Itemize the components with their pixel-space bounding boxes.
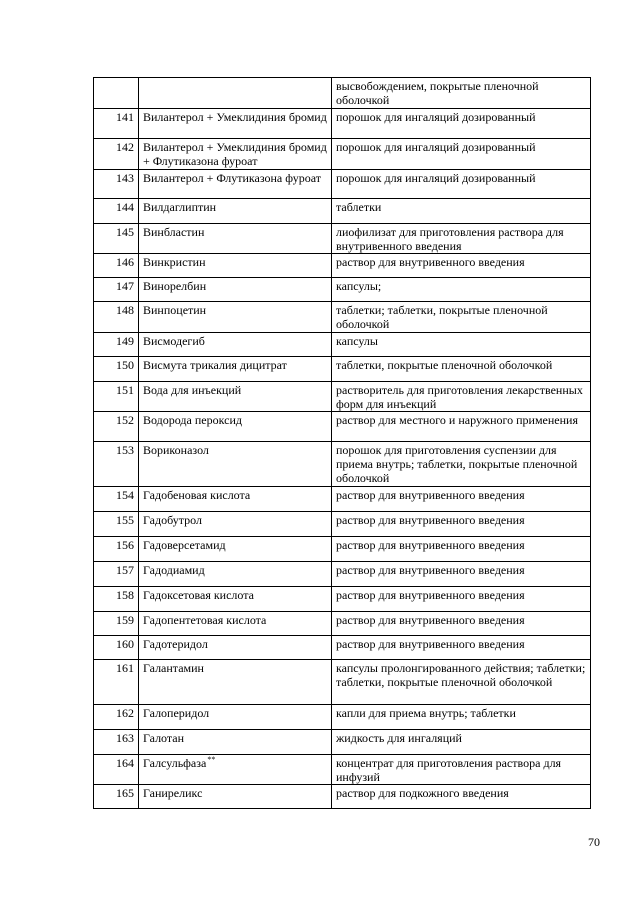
row-number [94,78,139,109]
drug-name: Винбластин [143,225,205,239]
row-number: 157 [94,562,139,587]
dosage-form: таблетки [332,199,591,224]
drug-name-cell [139,612,332,636]
dosage-form: растворитель для приготовления лекарственных форм для инъекций [332,382,591,412]
row-number: 141 [94,109,139,139]
dosage-form: порошок для ингаляций дозированный [332,170,591,199]
dosage-form: капсулы; [332,278,591,302]
drug-name-cell [139,487,332,512]
drug-name-cell [139,512,332,537]
table-row [94,139,591,170]
table-row [94,199,591,224]
drug-name-cell [139,412,332,442]
row-number: 146 [94,254,139,278]
dosage-form: раствор для внутривенного введения [332,254,591,278]
drug-name-cell [139,278,332,302]
drug-name-cell [139,382,332,412]
drug-name-cell [139,109,332,139]
dosage-form: высвобождением, покрытые пленочной оболочкой [332,78,591,109]
row-number: 160 [94,636,139,660]
row-number: 161 [94,660,139,705]
dosage-form: раствор для внутривенного введения [332,612,591,636]
drug-name: Гадоксетовая кислота [143,588,254,602]
dosage-form: таблетки, покрытые пленочной оболочкой [332,357,591,382]
row-number: 165 [94,785,139,809]
drug-name: Вилантерол + Умеклидиния бромид [143,110,327,124]
table-row [94,302,591,333]
dosage-form: жидкость для ингаляций [332,730,591,755]
dosage-form: порошок для приготовления суспензии для приема внутрь; таблетки, покрытые пленочной оболочкой [332,442,591,487]
table-row [94,562,591,587]
dosage-form: капсулы пролонгированного действия; таблетки; таблетки, покрытые пленочной оболочкой [332,660,591,705]
drug-name: Гадоверсетамид [143,538,226,552]
row-number: 163 [94,730,139,755]
table-row [94,382,591,412]
table-row [94,412,591,442]
drug-name: Гадопентетовая кислота [143,613,267,627]
drug-name-cell [139,199,332,224]
drug-name-cell [139,78,332,109]
row-number: 148 [94,302,139,333]
drug-name: Висмута трикалия дицитрат [143,358,287,372]
row-number: 155 [94,512,139,537]
table-row [94,785,591,809]
drug-name-cell [139,755,332,785]
dosage-form: раствор для внутривенного введения [332,512,591,537]
drug-name: Вилдаглиптин [143,200,217,214]
row-number: 154 [94,487,139,512]
drug-name: Гадодиамид [143,563,205,577]
row-number: 153 [94,442,139,487]
drug-name-cell [139,302,332,333]
table-row [94,705,591,730]
drug-name: Галоперидол [143,706,210,720]
table-row [94,357,591,382]
drug-name: Водорода пероксид [143,413,242,427]
dosage-form: раствор для внутривенного введения [332,587,591,612]
drug-name-cell [139,705,332,730]
table-row [94,537,591,562]
page-number: 70 [588,835,600,849]
drug-name: Галсульфаза [143,756,207,770]
dosage-form: порошок для ингаляций дозированный [332,139,591,170]
drug-name-cell [139,170,332,199]
table-row [94,224,591,254]
table-row [94,660,591,705]
drug-name-cell [139,730,332,755]
row-number: 147 [94,278,139,302]
row-number: 152 [94,412,139,442]
table-row [94,487,591,512]
drug-name-cell [139,636,332,660]
drug-name: Вода для инъекций [143,383,242,397]
row-number: 143 [94,170,139,199]
drug-name-cell [139,660,332,705]
drug-name-cell [139,587,332,612]
table-row [94,442,591,487]
row-number: 150 [94,357,139,382]
dosage-form: раствор для внутривенного введения [332,562,591,587]
table-row [94,254,591,278]
table-row [94,636,591,660]
drug-name-cell [139,537,332,562]
drug-name: Гадобутрол [143,513,202,527]
dosage-form: капсулы [332,333,591,357]
drug-name-cell [139,333,332,357]
footnote-mark: ** [207,755,216,764]
dosage-form: раствор для внутривенного введения [332,487,591,512]
row-number: 164 [94,755,139,785]
drug-name: Гадобеновая кислота [143,488,251,502]
table-row [94,278,591,302]
dosage-form: раствор для подкожного введения [332,785,591,809]
dosage-form: таблетки; таблетки, покрытые пленочной оболочкой [332,302,591,333]
drug-name: Винкристин [143,255,206,269]
dosage-form: порошок для ингаляций дозированный [332,109,591,139]
drug-name: Винпоцетин [143,303,207,317]
drug-name: Гадотеридол [143,637,208,651]
drug-name-cell [139,442,332,487]
dosage-form: раствор для внутривенного введения [332,636,591,660]
drug-name-cell [139,562,332,587]
dosage-form: концентрат для приготовления раствора для инфузий [332,755,591,785]
drug-name: Вилантерол + Флутиказона фуроат [143,171,321,185]
table-row [94,755,591,785]
table-row [94,170,591,199]
drug-name: Галотан [143,731,185,745]
table-row [94,109,591,139]
drug-name: Висмодегиб [143,334,205,348]
row-number: 156 [94,537,139,562]
row-number: 145 [94,224,139,254]
row-number: 159 [94,612,139,636]
drug-name: Вилантерол + Умеклидиния бромид + Флутиказона фуроат [143,140,327,168]
table-row [94,730,591,755]
row-number: 142 [94,139,139,170]
drug-name-cell [139,785,332,809]
dosage-form: раствор для местного и наружного применения [332,412,591,442]
drug-list-body [94,78,591,809]
dosage-form: лиофилизат для приготовления раствора для внутривенного введения [332,224,591,254]
table-row [94,333,591,357]
drug-name-cell [139,224,332,254]
row-number: 144 [94,199,139,224]
drug-name: Галантамин [143,661,204,675]
row-number: 158 [94,587,139,612]
row-number: 162 [94,705,139,730]
table-row [94,587,591,612]
drug-name: Ганиреликс [143,786,203,800]
drug-name-cell [139,254,332,278]
dosage-form: капли для приема внутрь; таблетки [332,705,591,730]
drug-name-cell [139,357,332,382]
drug-name: Вориконазол [143,443,209,457]
row-number: 149 [94,333,139,357]
table-row [94,612,591,636]
row-number: 151 [94,382,139,412]
drug-name-cell [139,139,332,170]
drug-list-table [93,77,591,809]
table-row [94,78,591,109]
table-row [94,512,591,537]
dosage-form: раствор для внутривенного введения [332,537,591,562]
drug-name: Винорелбин [143,279,207,293]
